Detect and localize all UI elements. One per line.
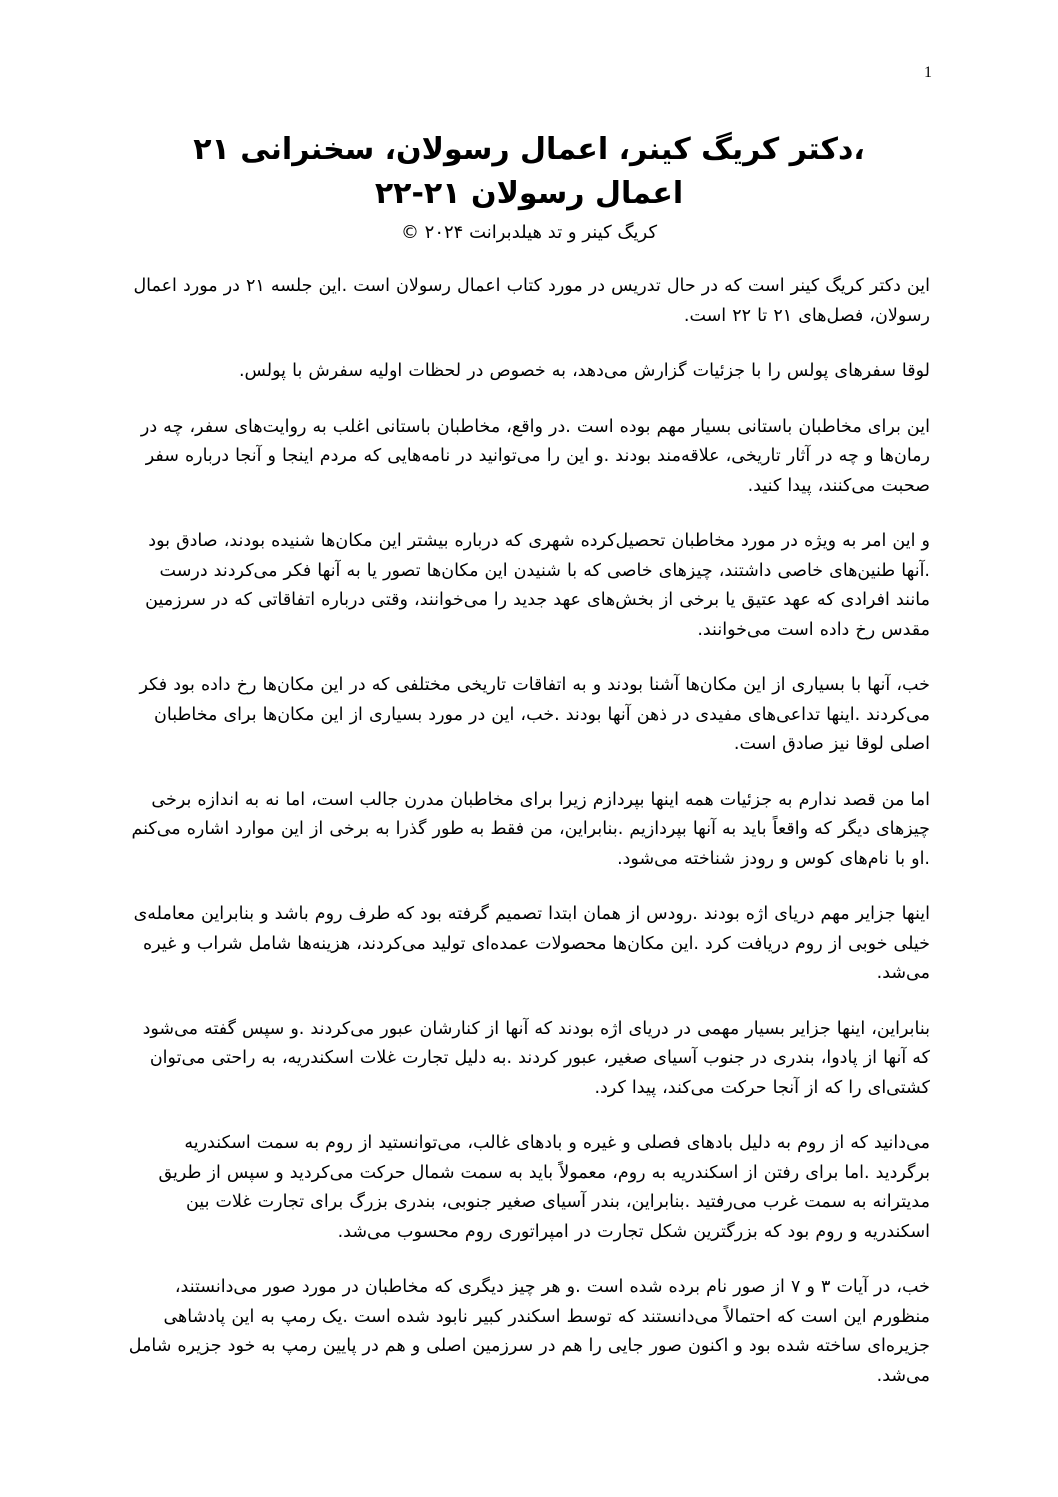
page-number: 1 bbox=[924, 64, 932, 81]
document-title bbox=[130, 128, 928, 216]
paragraph: می‌دانید که از روم به دلیل بادهای فصلی و غیره و بادهای غالب، می‌توانستید از روم به سمت اسکندریه برگردید .اما برای رفتن از اسکندریه به روم، معمولاً باید به سمت شمال حرکت می‌کردید و سپس از طریق مدیترانه به سمت غرب می‌رفتید .بنابراین، بندر آسیای صغیر جنوبی، بندری بزرگ برای تجارت غلات بین اسکندریه و روم بود که بزرگترین شکل تجارت در امپراتوری روم محسوب می‌شد. bbox=[158, 1133, 930, 1242]
paragraph: و این امر به ویژه در مورد مخاطبان تحصیل‌کرده شهری که درباره بیشتر این مکان‌ها شنیده بودند، صادق بود .آنها طنین‌های خاصی داشتند، چیزهای خاصی که با شنیدن این مکان‌ها تصور یا به آنها فکر می‌کردند درست مانند افرادی که عهد عتیق یا برخی از بخش‌های عهد جدید را می‌خوانند، وقتی درباره اتفاقاتی که در سرزمین مقدس رخ داده است می‌خوانند. bbox=[145, 531, 930, 640]
document-body bbox=[128, 272, 930, 1417]
paragraph: خب، آنها با بسیاری از این مکان‌ها آشنا بودند و به اتفاقات تاریخی مختلفی که در این مکان‌ها رخ داده بود فکر می‌کردند .اینها تداعی‌های مفیدی در ذهن آنها بودند .خب، این در مورد بسیاری از این مکان‌ها برای مخاطبان اصلی لوقا نیز صادق است. bbox=[139, 675, 930, 754]
paragraph: خب، در آیات ۳ و ۷ از صور نام برده شده است .و هر چیز دیگری که مخاطبان در مورد صور می‌دانستند، منظورم این است که احتمالاً می‌دانستند که توسط اسکندر کبیر نابود شده است .یک رمپ به این پادشاهی جزیره‌ای ساخته شده بود و اکنون صور جایی را هم در سرزمین اصلی و هم در پایین رمپ به خود جزیره شامل می‌شد. bbox=[128, 1277, 930, 1386]
paragraph: اما من قصد ندارم به جزئیات همه اینها بپردازم زیرا برای مخاطبان مدرن جالب است، اما نه به اندازه برخی چیزهای دیگر که واقعاً باید به آنها بپردازیم .بنابراین، من فقط به طور گذرا به برخی از این موارد اشاره می‌کنم .او با نام‌های کوس و رودز شناخته می‌شود. bbox=[131, 789, 930, 869]
paragraph: این دکتر کریگ کینر است که در حال تدریس در مورد کتاب اعمال رسولان است .این جلسه ۲۱ در مورد اعمال رسولان، فصل‌های ۲۱ تا ۲۲ است. bbox=[133, 276, 930, 326]
title-line-1: ،دکتر کریگ کینر، اعمال رسولان، سخنرانی ۲۱ bbox=[193, 132, 865, 167]
title-line-2: اعمال رسولان ۲۱-۲۲ bbox=[374, 176, 684, 211]
paragraph: لوقا سفرهای پولس را با جزئیات گزارش می‌دهد، به خصوص در لحظات اولیه سفرش با پولس. bbox=[238, 361, 930, 381]
paragraph: بنابراین، اینها جزایر بسیار مهمی در دریای اژه بودند که آنها از کنارشان عبور می‌کردند .و سپس گفته می‌شود که آنها از پادوا، بندری در جنوب آسیای صغیر، عبور کردند .به دلیل تجارت غلات اسکندریه، به راحتی می‌توان کشتی‌ای را که از آنجا حرکت می‌کند، پیدا کرد. bbox=[142, 1018, 930, 1098]
paragraph: این برای مخاطبان باستانی بسیار مهم بوده است .در واقع، مخاطبان باستانی اغلب به روایت‌های سفر، چه در رمان‌ها و چه در آثار تاریخی، علاقه‌مند بودند .و این را می‌توانید در نامه‌هایی که مردم اینجا و آنجا درباره سفر صحبت می‌کنند، پیدا کنید. bbox=[140, 416, 930, 496]
copyright-line: کریگ کینر و تد هیلدبرانت ۲۰۲۴ © bbox=[400, 222, 658, 243]
paragraph: اینها جزایر مهم دریای اژه بودند .رودس از همان ابتدا تصمیم گرفته بود که طرف روم باشد و بنابراین معامله‌ی خیلی خوبی از روم دریافت کرد .این مکان‌ها محصولات عمده‌ای تولید می‌کردند، هزینه‌ها شامل شراب و غیره می‌شد. bbox=[133, 904, 930, 983]
title-block bbox=[130, 128, 928, 246]
